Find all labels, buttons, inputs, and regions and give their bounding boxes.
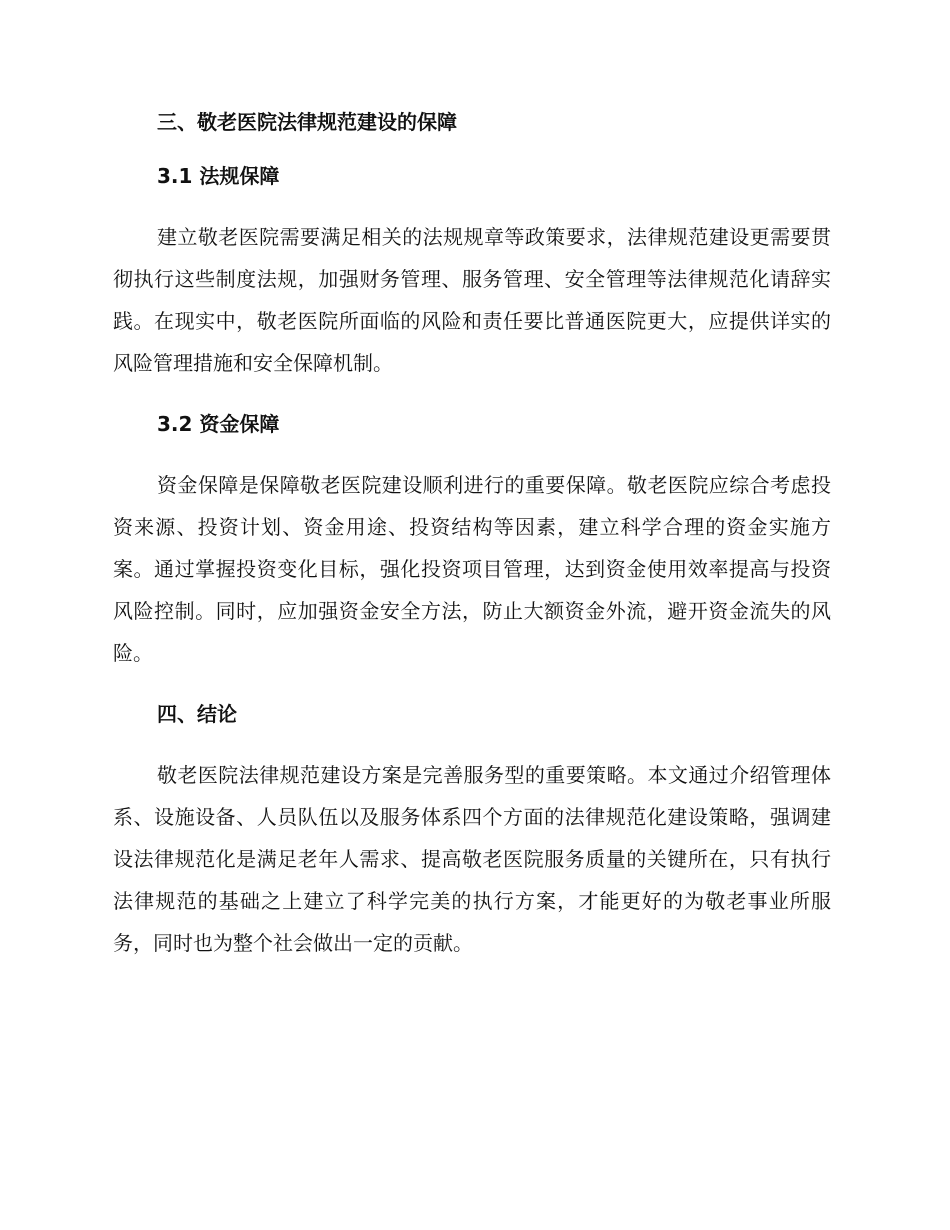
subsection-3-1-paragraph: 建立敬老医院需要满足相关的法规规章等政策要求，法律规范建设更需要贯彻执行这些制度法规，加强财务管理、服务管理、安全管理等法律规范化请辞实践。在现实中，敬老医院所面临的风险和责任要比普通医院更大，应提供详实的风险管理措施和安全保障机制。: [113, 225, 831, 375]
section-3-heading: 三、敬老医院法律规范建设的保障: [157, 110, 457, 134]
subsection-3-2-paragraph: 资金保障是保障敬老医院建设顺利进行的重要保障。敬老医院应综合考虑投资来源、投资计划、资金用途、投资结构等因素，建立科学合理的资金实施方案。通过掌握投资变化目标，强化投资项目管理，达到资金使用效率提高与投资风险控制。同时，应加强资金安全方法，防止大额资金外流，避开资金流失的风险。: [113, 473, 831, 665]
subsection-3-1-heading: 3.1 法规保障: [157, 164, 280, 188]
section-4-paragraph: 敬老医院法律规范建设方案是完善服务型的重要策略。本文通过介绍管理体系、设施设备、人员队伍以及服务体系四个方面的法律规范化建设策略，强调建设法律规范化是满足老年人需求、提高敬老医院服务质量的关键所在，只有执行法律规范的基础之上建立了科学完美的执行方案，才能更好的为敬老事业所服务，同时也为整个社会做出一定的贡献。: [113, 763, 831, 955]
subsection-3-2-heading: 3.2 资金保障: [157, 412, 280, 436]
section-4-heading: 四、结论: [157, 702, 237, 726]
document-body: [113, 108, 831, 964]
